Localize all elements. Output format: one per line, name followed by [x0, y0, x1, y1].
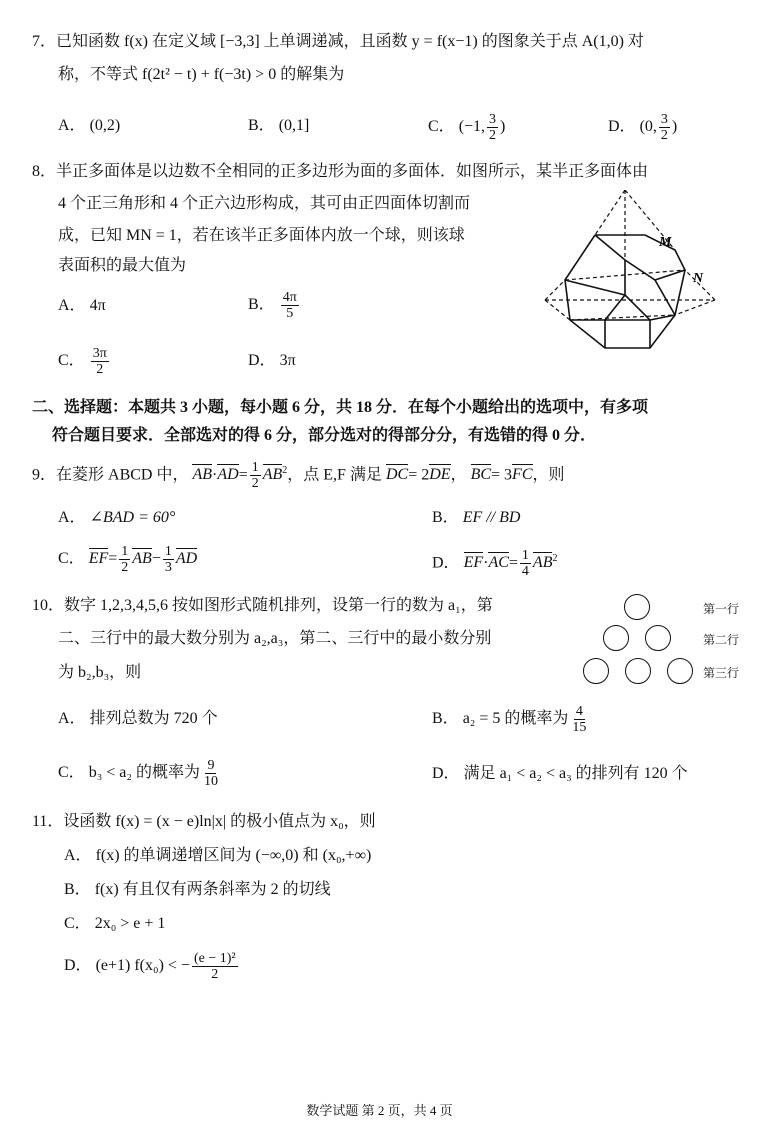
- q8-line2: 4 个正三角形和 4 个正六边形构成，其可由正四面体切割而: [58, 195, 471, 212]
- q11-option-a: A． f(x) 的单调递增区间为 (−∞,0) 和 (x₀,+∞): [64, 847, 372, 864]
- q7-stem: 已知函数 f(x) 在定义域 [−3,3] 上单调递减，且函数 y = f(x−1) 的图象关于点 A(1,0) 对: [56, 33, 644, 50]
- q8-line1: 8．半正多面体是以边数不全相同的正多边形为面的多面体．如图所示，某半正多面体由: [32, 163, 649, 180]
- circle-row2: [645, 625, 671, 651]
- fraction: $\frac{3}{2}$: [489, 112, 497, 143]
- q11-stem: 11．设函数 f(x) = (x − e)ln|x| 的极小值点为 x₀，则: [32, 813, 376, 830]
- circle-row1: [624, 594, 650, 620]
- section-heading-line1: 二、选择题：本题共 3 小题，每小题 6 分，共 18 分．在每个小题给出的选项中，有多项: [32, 399, 649, 416]
- q9-option-a: A． ∠BAD = 60°: [58, 509, 176, 526]
- q9-stem: 9．在菱形 ABCD 中， AB·AD= $\frac{1}{2}$ $AB^2$，点 E,F 满足 DC= 2DE， BC= 3FC，则: [32, 460, 565, 492]
- q7-option-a: A． (0,2): [58, 117, 121, 134]
- q7-line2: 称，不等式 f(2t² − t) + f(−3t) > 0 的解集为: [58, 66, 345, 83]
- q7-line1: [32, 32, 644, 52]
- q7-option-c: C． (−1, $\frac{3}{2}$ ): [428, 112, 506, 143]
- q9-option-d: D． EF·AC= $\frac{1}{4}$ $AB^2$: [432, 548, 558, 580]
- row-label-3: 第三行: [703, 666, 740, 680]
- q10-option-b: B． a₂ = 5 的概率为 $\frac{4}{15}$: [432, 703, 587, 735]
- circle-row3: [625, 658, 651, 684]
- q10-line2: 二、三行中的最大数分别为 a₂,a₃，第二、三行中的最小数分别: [58, 630, 492, 647]
- question-number: 7．: [32, 33, 57, 50]
- q10-option-d: D． 满足 a₁ < a₂ < a₃ 的排列有 120 个: [432, 765, 688, 782]
- q8-line4: 表面积的最大值为: [58, 257, 187, 274]
- q10-option-c: C． b₃ < a₂ 的概率为 $\frac{9}{10}$: [58, 757, 218, 789]
- q11-option-c: C． 2x₀ > e + 1: [64, 915, 166, 932]
- circle-row3: [667, 658, 693, 684]
- point-n-label: N: [693, 271, 704, 286]
- q8-option-a: A． 4π: [58, 297, 106, 314]
- q8-option-c: C． $\frac{3\pi}{2}$: [58, 345, 107, 377]
- q8-line3: 成，已知 MN = 1，若在该半正多面体内放一个球，则该球: [58, 227, 465, 244]
- q10-line3: 为 b₂,b₃，则: [58, 664, 142, 681]
- q8-option-b: B． $\frac{4\pi}{5}$: [248, 289, 297, 321]
- point-m-label: M: [659, 235, 672, 250]
- q7-option-b: B． (0,1]: [248, 117, 310, 134]
- page-footer: 数学试题 第 2 页，共 4 页: [306, 1103, 453, 1118]
- top-face: [595, 235, 685, 280]
- q10-line1: 10．数字 1,2,3,4,5,6 按如图形式随机排列，设第一行的数为 a₁，第: [32, 597, 493, 614]
- section-heading-line2: 符合题目要求．全部选对的得 6 分，部分选对的得部分分，有选错的得 0 分．: [52, 427, 597, 444]
- row-label-1: 第一行: [703, 602, 740, 616]
- polyhedron-figure: [535, 190, 725, 360]
- circle-row3: [583, 658, 609, 684]
- q7-option-d: D． (0, $\frac{3}{2}$ ): [608, 112, 678, 143]
- q10-option-a: A． 排列总数为 720 个: [58, 710, 218, 727]
- row-label-2: 第二行: [703, 633, 740, 647]
- fraction: $\frac{3}{2}$: [660, 112, 668, 143]
- q11-option-b: B． f(x) 有且仅有两条斜率为 2 的切线: [64, 881, 331, 898]
- q9-option-b: B． EF // BD: [432, 509, 521, 526]
- q8-option-d: D． 3π: [248, 352, 296, 369]
- circle-row2: [603, 625, 629, 651]
- q9-option-c: C． EF= $\frac{1}{2}$ AB− $\frac{1}{3}$ AD: [58, 543, 198, 575]
- q11-option-d: D． (e+1) f(x₀) < − $\frac{\text{(e − 1)²}}{2}$: [64, 950, 236, 982]
